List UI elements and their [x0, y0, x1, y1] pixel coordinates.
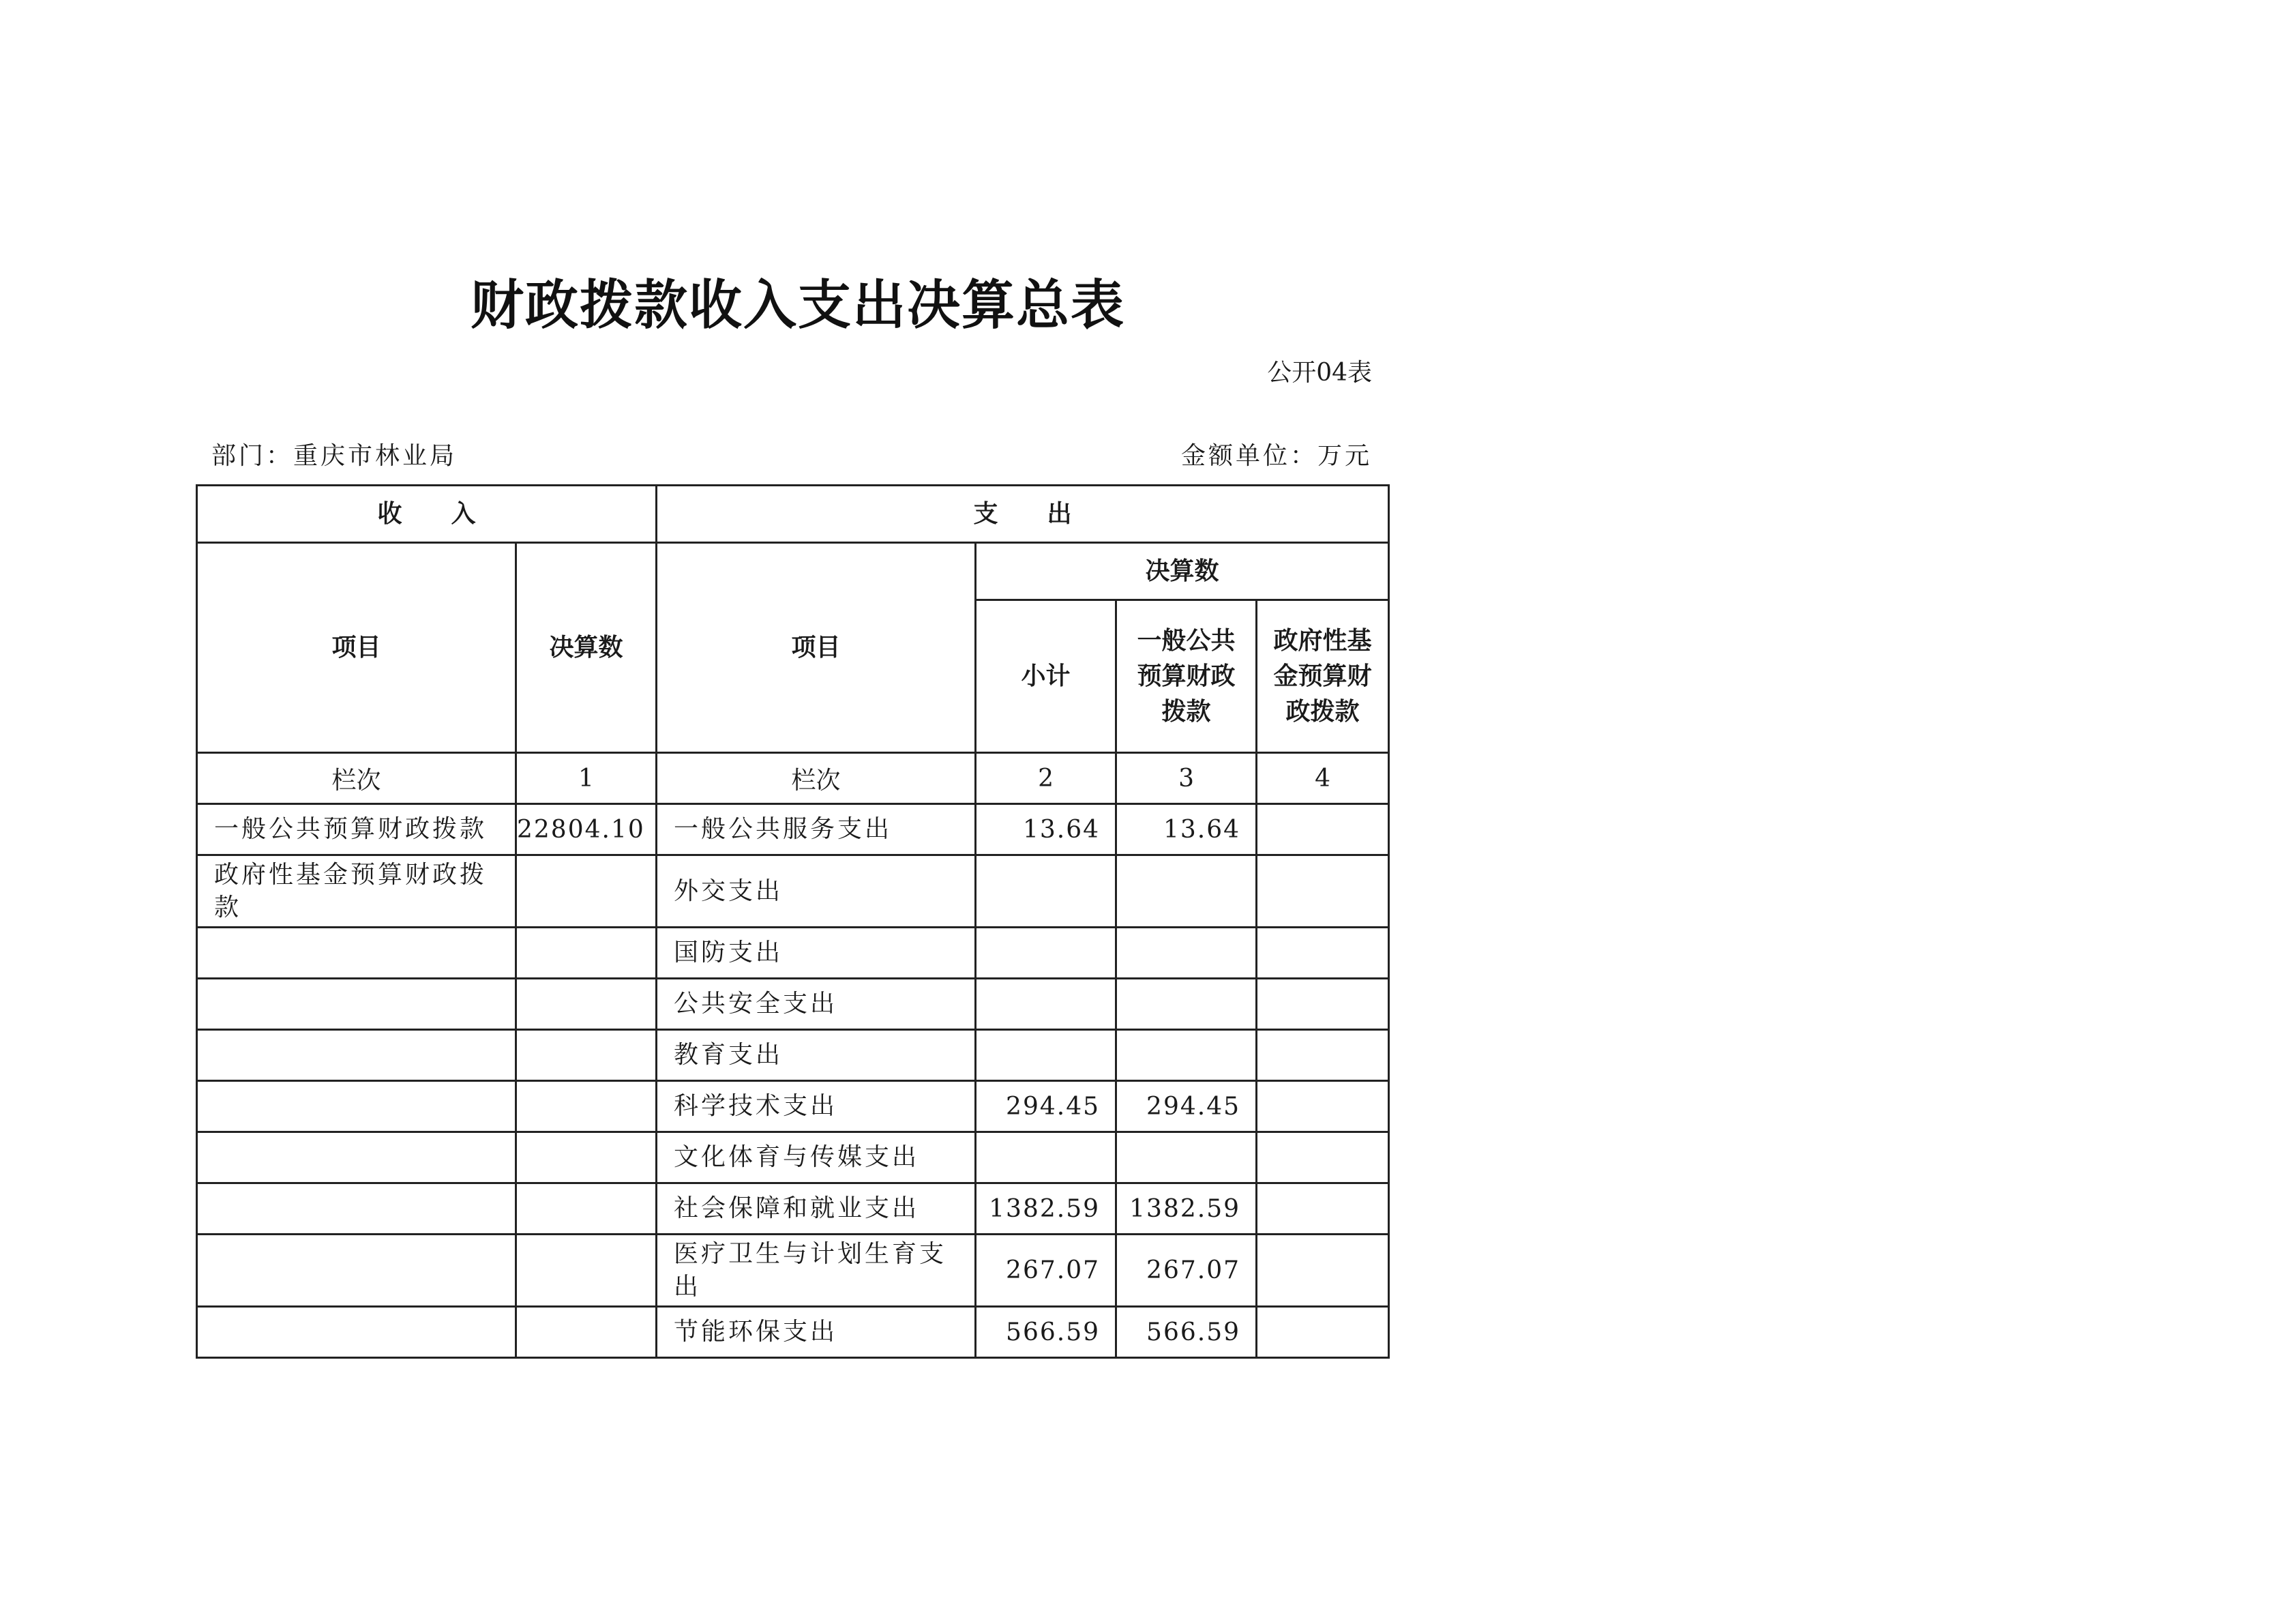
income-item-cell	[197, 1081, 516, 1132]
income-item-cell	[197, 979, 516, 1030]
general-budget-cell: 13.64	[1116, 804, 1257, 855]
form-number: 公开04表	[1267, 359, 1372, 387]
income-item-cell: 一般公共预算财政拨款	[197, 804, 516, 855]
income-amount-cell	[516, 1235, 657, 1307]
subtotal-cell	[976, 928, 1116, 979]
budget-summary-table	[196, 484, 1390, 1359]
income-amount-cell	[516, 1030, 657, 1081]
table-row	[197, 979, 1389, 1030]
income-item-cell: 政府性基金预算财政拨款	[197, 855, 516, 928]
expense-section-label: 支 出	[973, 499, 1072, 528]
gov-fund-cell	[1257, 804, 1389, 855]
income-section-header	[197, 486, 657, 543]
expense-item-cell: 医疗卫生与计划生育支出	[657, 1235, 976, 1307]
expense-item-cell: 外交支出	[657, 855, 976, 928]
gov-fund-cell	[1257, 855, 1389, 928]
subtotal-cell: 13.64	[976, 804, 1116, 855]
table-row	[197, 1132, 1389, 1183]
general-budget-cell	[1116, 928, 1257, 979]
expense-item-cell: 节能环保支出	[657, 1307, 976, 1358]
expense-item-header: 项目	[657, 543, 976, 753]
general-budget-header: 一般公共预算财政拨款	[1116, 600, 1257, 753]
income-section-label: 收 入	[377, 499, 476, 528]
column-index-label: 栏次	[197, 753, 516, 804]
expense-item-cell: 科学技术支出	[657, 1081, 976, 1132]
gov-fund-cell	[1257, 1081, 1389, 1132]
general-budget-cell: 1382.59	[1116, 1183, 1257, 1235]
subtotal-cell: 1382.59	[976, 1183, 1116, 1235]
column-index-3: 3	[1116, 753, 1257, 804]
subtotal-cell: 294.45	[976, 1081, 1116, 1132]
expense-item-cell: 国防支出	[657, 928, 976, 979]
income-item-cell	[197, 1030, 516, 1081]
income-item-cell	[197, 928, 516, 979]
gov-fund-cell	[1257, 979, 1389, 1030]
subtotal-cell	[976, 979, 1116, 1030]
expense-item-cell: 教育支出	[657, 1030, 976, 1081]
income-amount-header: 决算数	[516, 543, 657, 753]
gov-fund-cell	[1257, 1132, 1389, 1183]
general-budget-cell	[1116, 979, 1257, 1030]
column-index-row	[197, 753, 1389, 804]
income-amount-cell	[516, 855, 657, 928]
subtotal-cell: 267.07	[976, 1235, 1116, 1307]
column-index-2: 2	[976, 753, 1116, 804]
expense-item-cell: 社会保障和就业支出	[657, 1183, 976, 1235]
column-index-label: 栏次	[657, 753, 976, 804]
table-row	[197, 855, 1389, 928]
income-amount-cell	[516, 1307, 657, 1358]
expense-section-header	[657, 486, 1389, 543]
income-item-header: 项目	[197, 543, 516, 753]
gov-fund-cell	[1257, 1307, 1389, 1358]
subtotal-cell	[976, 1030, 1116, 1081]
general-budget-cell	[1116, 1132, 1257, 1183]
gov-fund-cell	[1257, 1235, 1389, 1307]
table-row	[197, 1081, 1389, 1132]
income-amount-cell: 22804.10	[516, 804, 657, 855]
table-row	[197, 928, 1389, 979]
column-index-1: 1	[516, 753, 657, 804]
income-amount-cell	[516, 928, 657, 979]
page-title: 财政拨款收入支出决算总表	[470, 274, 1125, 336]
income-amount-cell	[516, 1183, 657, 1235]
expense-amount-header: 决算数	[976, 543, 1389, 600]
table-row	[197, 1030, 1389, 1081]
section-header-row	[197, 486, 1389, 543]
gov-fund-cell	[1257, 1030, 1389, 1081]
income-amount-cell	[516, 1132, 657, 1183]
income-item-cell	[197, 1132, 516, 1183]
subtotal-cell: 566.59	[976, 1307, 1116, 1358]
column-header-row-1	[197, 543, 1389, 600]
table-row	[197, 1235, 1389, 1307]
general-budget-cell: 566.59	[1116, 1307, 1257, 1358]
table-row	[197, 1183, 1389, 1235]
general-budget-cell	[1116, 1030, 1257, 1081]
expense-item-cell: 一般公共服务支出	[657, 804, 976, 855]
subtotal-header: 小计	[976, 600, 1116, 753]
subtotal-cell	[976, 855, 1116, 928]
expense-item-cell: 文化体育与传媒支出	[657, 1132, 976, 1183]
general-budget-cell: 294.45	[1116, 1081, 1257, 1132]
gov-fund-cell	[1257, 928, 1389, 979]
gov-fund-cell	[1257, 1183, 1389, 1235]
general-budget-cell: 267.07	[1116, 1235, 1257, 1307]
income-item-cell	[197, 1183, 516, 1235]
income-item-cell	[197, 1235, 516, 1307]
gov-fund-header: 政府性基金预算财政拨款	[1257, 600, 1389, 753]
expense-item-cell: 公共安全支出	[657, 979, 976, 1030]
income-item-cell	[197, 1307, 516, 1358]
subtotal-cell	[976, 1132, 1116, 1183]
income-amount-cell	[516, 1081, 657, 1132]
table-row	[197, 1307, 1389, 1358]
amount-unit-label: 金额单位：万元	[1180, 442, 1372, 470]
income-amount-cell	[516, 979, 657, 1030]
general-budget-cell	[1116, 855, 1257, 928]
column-index-4: 4	[1257, 753, 1389, 804]
table-row	[197, 804, 1389, 855]
department-label: 部门：重庆市林业局	[211, 442, 458, 470]
